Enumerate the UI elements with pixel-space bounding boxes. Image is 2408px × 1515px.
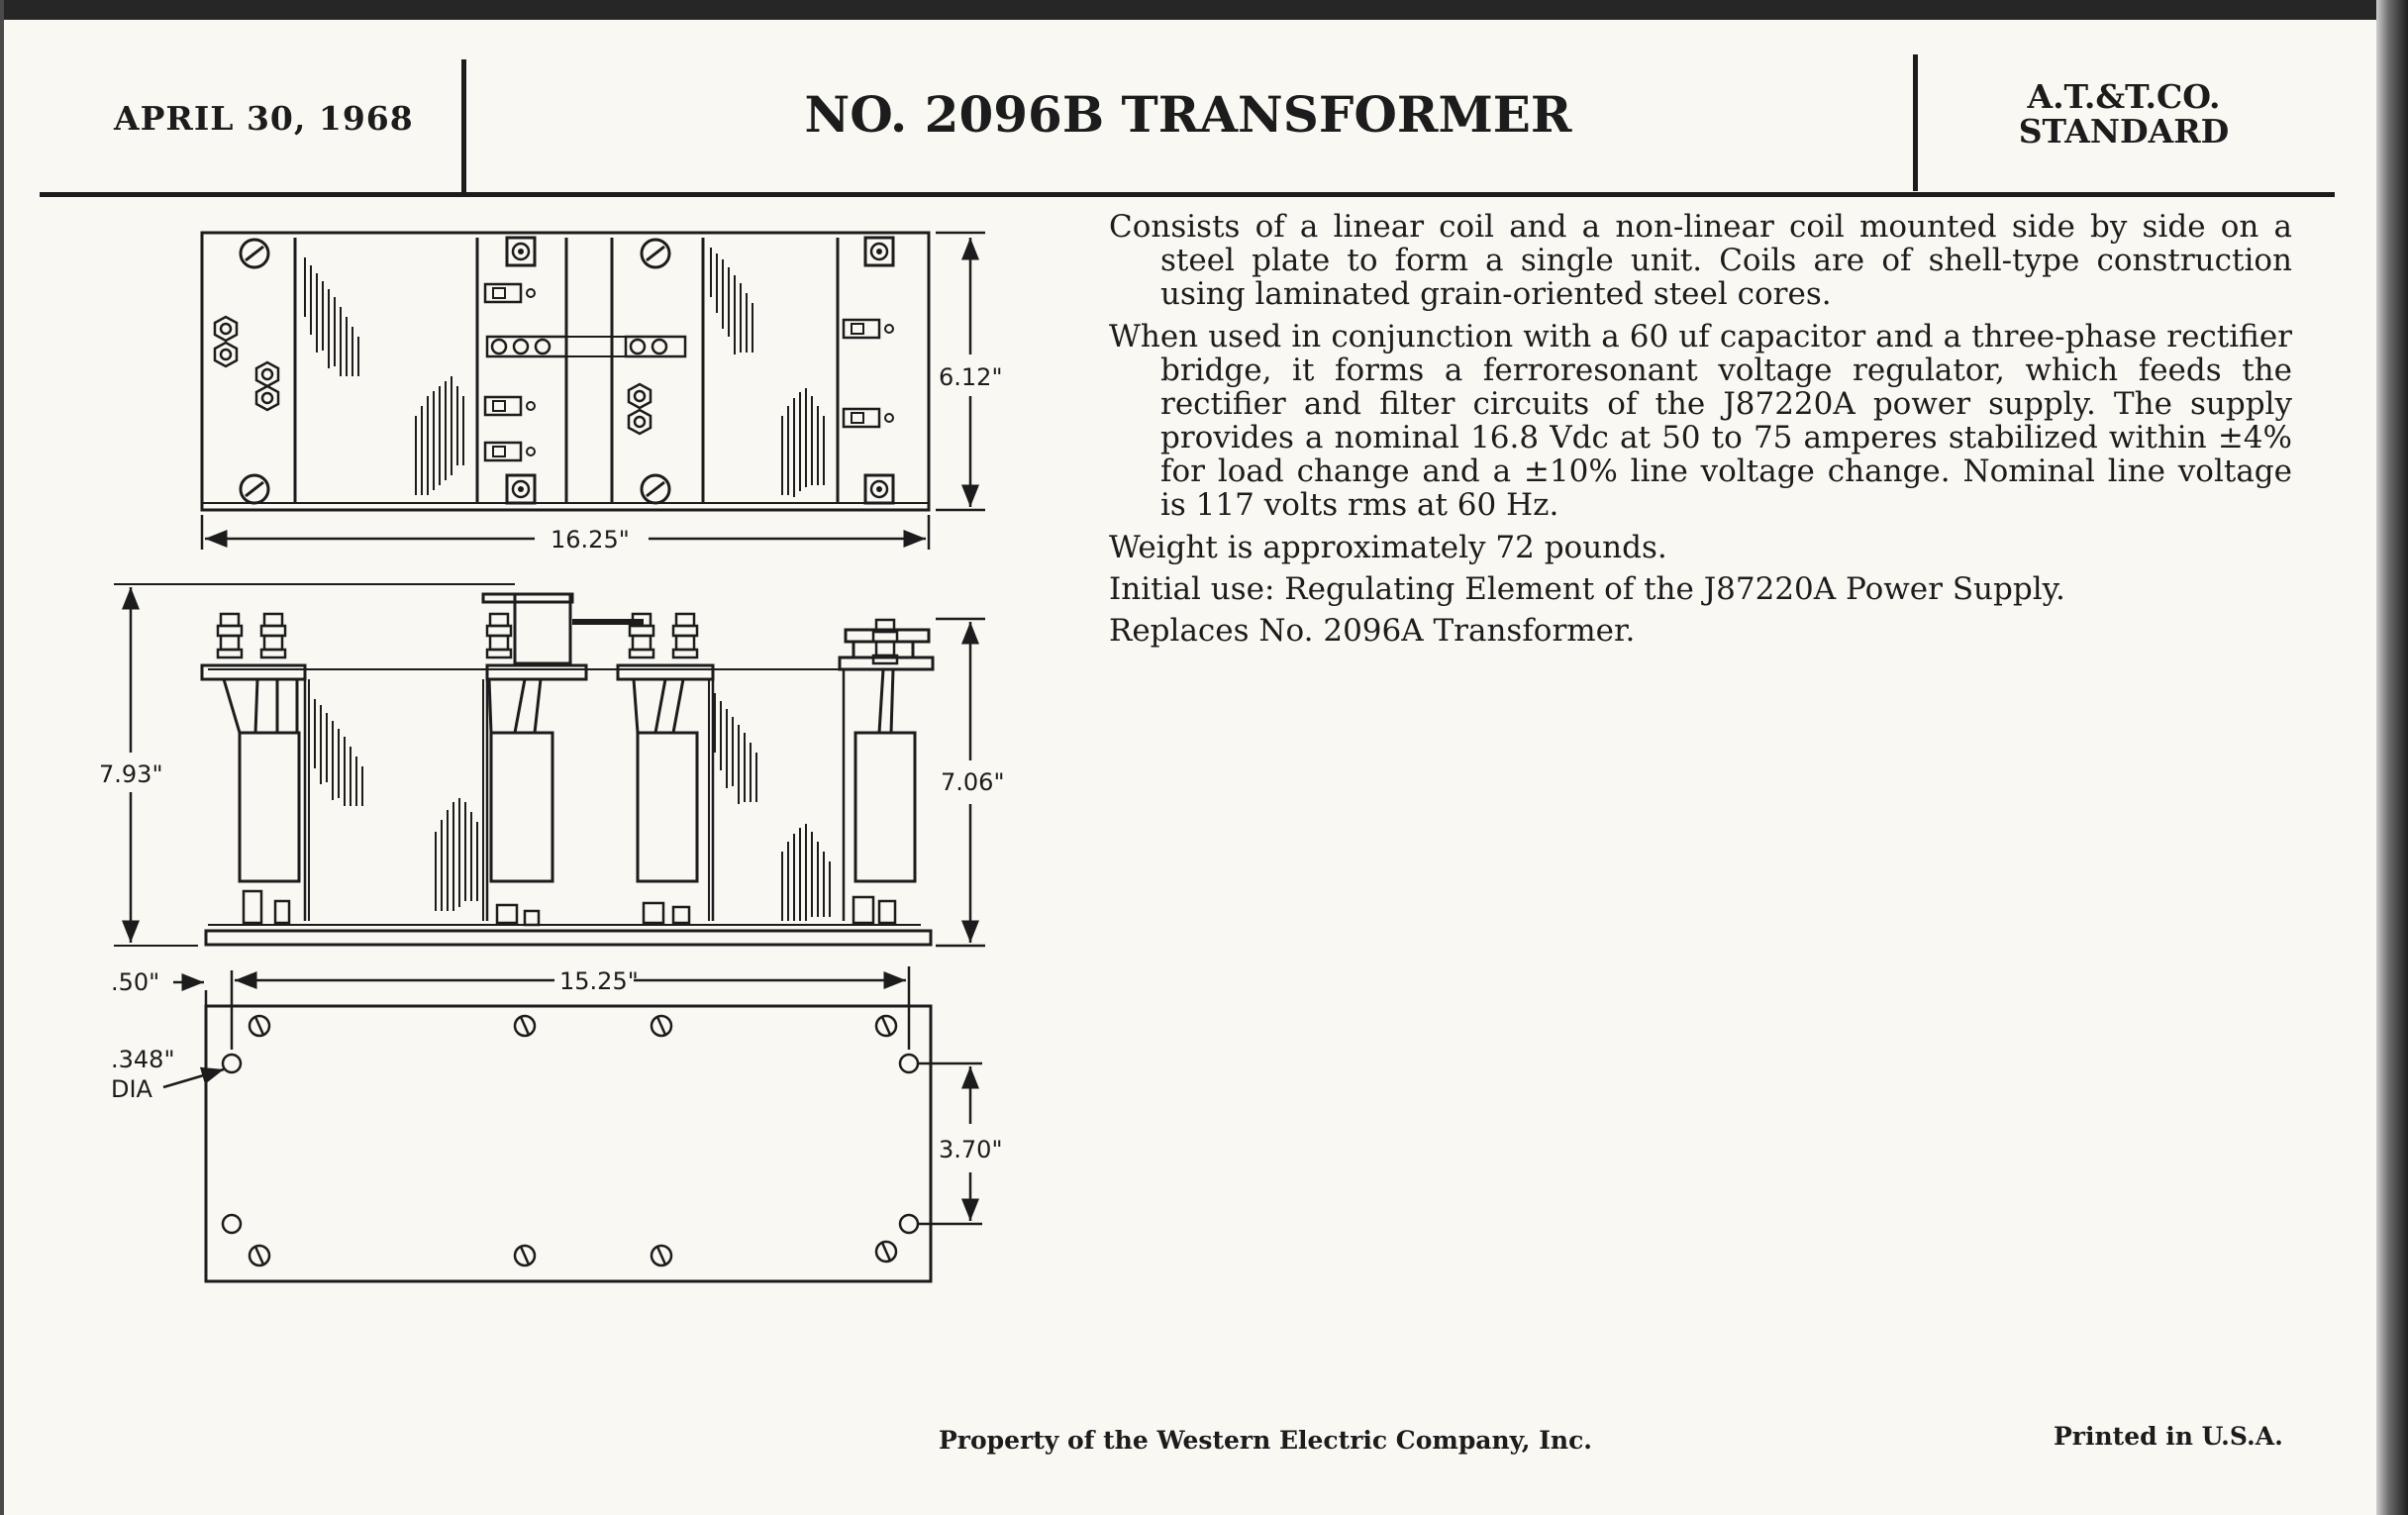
footer-printed: Printed in U.S.A. bbox=[2054, 1422, 2283, 1451]
description-paragraph-construction: Consists of a linear coil and a non-linear coil mounted side by side on a steel plate to form a single unit. Coils are of shell-type construction using laminated grain-oriented steel cores. bbox=[1109, 209, 2292, 312]
base-plate-hole-spacing-label: 15.25" bbox=[559, 967, 639, 995]
mounting-hole-icon bbox=[900, 1215, 918, 1233]
nut-icon bbox=[256, 362, 278, 386]
terminal-icon bbox=[485, 284, 535, 302]
terminal-icon bbox=[844, 320, 893, 338]
base-plate-hole-diameter-unit: DIA bbox=[111, 1075, 152, 1103]
mounting-slot-icon bbox=[515, 1246, 535, 1265]
page-title: NO. 2096B TRANSFORMER bbox=[804, 85, 1572, 144]
base-plate-view bbox=[206, 1006, 931, 1281]
terminal-post-icon bbox=[261, 614, 285, 657]
center-bottom-screw-icon bbox=[642, 475, 669, 503]
terminal-icon bbox=[485, 443, 535, 460]
mounting-slot-icon bbox=[250, 1016, 269, 1036]
top-view-hatching bbox=[305, 248, 824, 497]
nut-icon bbox=[256, 386, 278, 410]
square-nut-icon bbox=[865, 475, 893, 503]
description-initial-use: Initial use: Regulating Element of the J87220A Power Supply. bbox=[1109, 571, 2065, 607]
top-view-busbar bbox=[487, 337, 685, 356]
standard-line-1: A.T.&T.CO. bbox=[2027, 77, 2221, 116]
mounting-slot-icon bbox=[876, 1242, 896, 1262]
nut-icon bbox=[629, 410, 651, 434]
side-view-hatching bbox=[309, 693, 830, 921]
terminal-post-icon bbox=[673, 614, 697, 657]
standard-line-2: STANDARD bbox=[2018, 112, 2230, 151]
center-screw-icon bbox=[642, 240, 669, 267]
base-plate-hole-diameter-label: .348" bbox=[111, 1046, 175, 1073]
square-nut-icon bbox=[507, 238, 535, 265]
description-paragraph-usage: When used in conjunction with a 60 uf capacitor and a three-phase rectifier bridge, it forms a ferroresonant voltage regulator, which feeds the rectifier and filter circuits of the J87220A power supply. The supply provides a nominal 16.8 Vdc at 50 to 75 amperes stabilized within ±4% for load change and a ±10% line voltage change. Nominal line voltage is 117 volts rms at 60 Hz. bbox=[1109, 319, 2292, 523]
side-view-feet bbox=[244, 891, 895, 925]
nut-icon bbox=[215, 317, 237, 341]
side-view bbox=[202, 594, 933, 945]
top-view-depth-label: 6.12" bbox=[939, 363, 1003, 391]
base-plate-row-spacing-label: 3.70" bbox=[939, 1136, 1003, 1163]
mounting-hole-icon bbox=[900, 1055, 918, 1072]
top-view bbox=[202, 233, 929, 510]
terminal-icon bbox=[844, 409, 893, 427]
nut-icon bbox=[629, 384, 651, 408]
square-nut-icon bbox=[507, 475, 535, 503]
base-plate-edge-offset-label: .50" bbox=[111, 968, 160, 996]
mounting-slot-icon bbox=[652, 1016, 671, 1036]
mounting-hole-icon bbox=[223, 1215, 241, 1233]
coil-body-4 bbox=[855, 733, 915, 881]
mounting-slot-icon bbox=[876, 1016, 896, 1036]
footer-property: Property of the Western Electric Company, Inc. bbox=[939, 1426, 1593, 1455]
mounting-slot-icon bbox=[250, 1246, 269, 1265]
coil-body-1 bbox=[240, 733, 299, 881]
coil-body-3 bbox=[638, 733, 697, 881]
side-view-overall-height-label: 7.93" bbox=[99, 760, 163, 788]
base-plate-outline bbox=[206, 1006, 931, 1281]
mounting-slot-icon bbox=[515, 1016, 535, 1036]
description-replaces: Replaces No. 2096A Transformer. bbox=[1109, 613, 1636, 649]
top-view-width-label: 16.25" bbox=[551, 526, 630, 554]
side-view-height-label: 7.06" bbox=[941, 768, 1005, 796]
terminal-post-icon bbox=[487, 614, 511, 657]
terminal-icon bbox=[485, 397, 535, 415]
nut-icon bbox=[215, 343, 237, 366]
header-date: APRIL 30, 1968 bbox=[114, 99, 414, 138]
coil-body-2 bbox=[491, 733, 552, 881]
description-weight: Weight is approximately 72 pounds. bbox=[1109, 530, 1667, 565]
mounting-hole-icon bbox=[223, 1055, 241, 1072]
bottom-left-screw-icon bbox=[241, 475, 268, 503]
terminal-post-icon bbox=[218, 614, 242, 657]
mounting-slot-icon bbox=[652, 1246, 671, 1265]
side-view-base bbox=[206, 931, 931, 945]
square-nut-icon bbox=[865, 238, 893, 265]
top-left-screw-icon bbox=[241, 240, 268, 267]
